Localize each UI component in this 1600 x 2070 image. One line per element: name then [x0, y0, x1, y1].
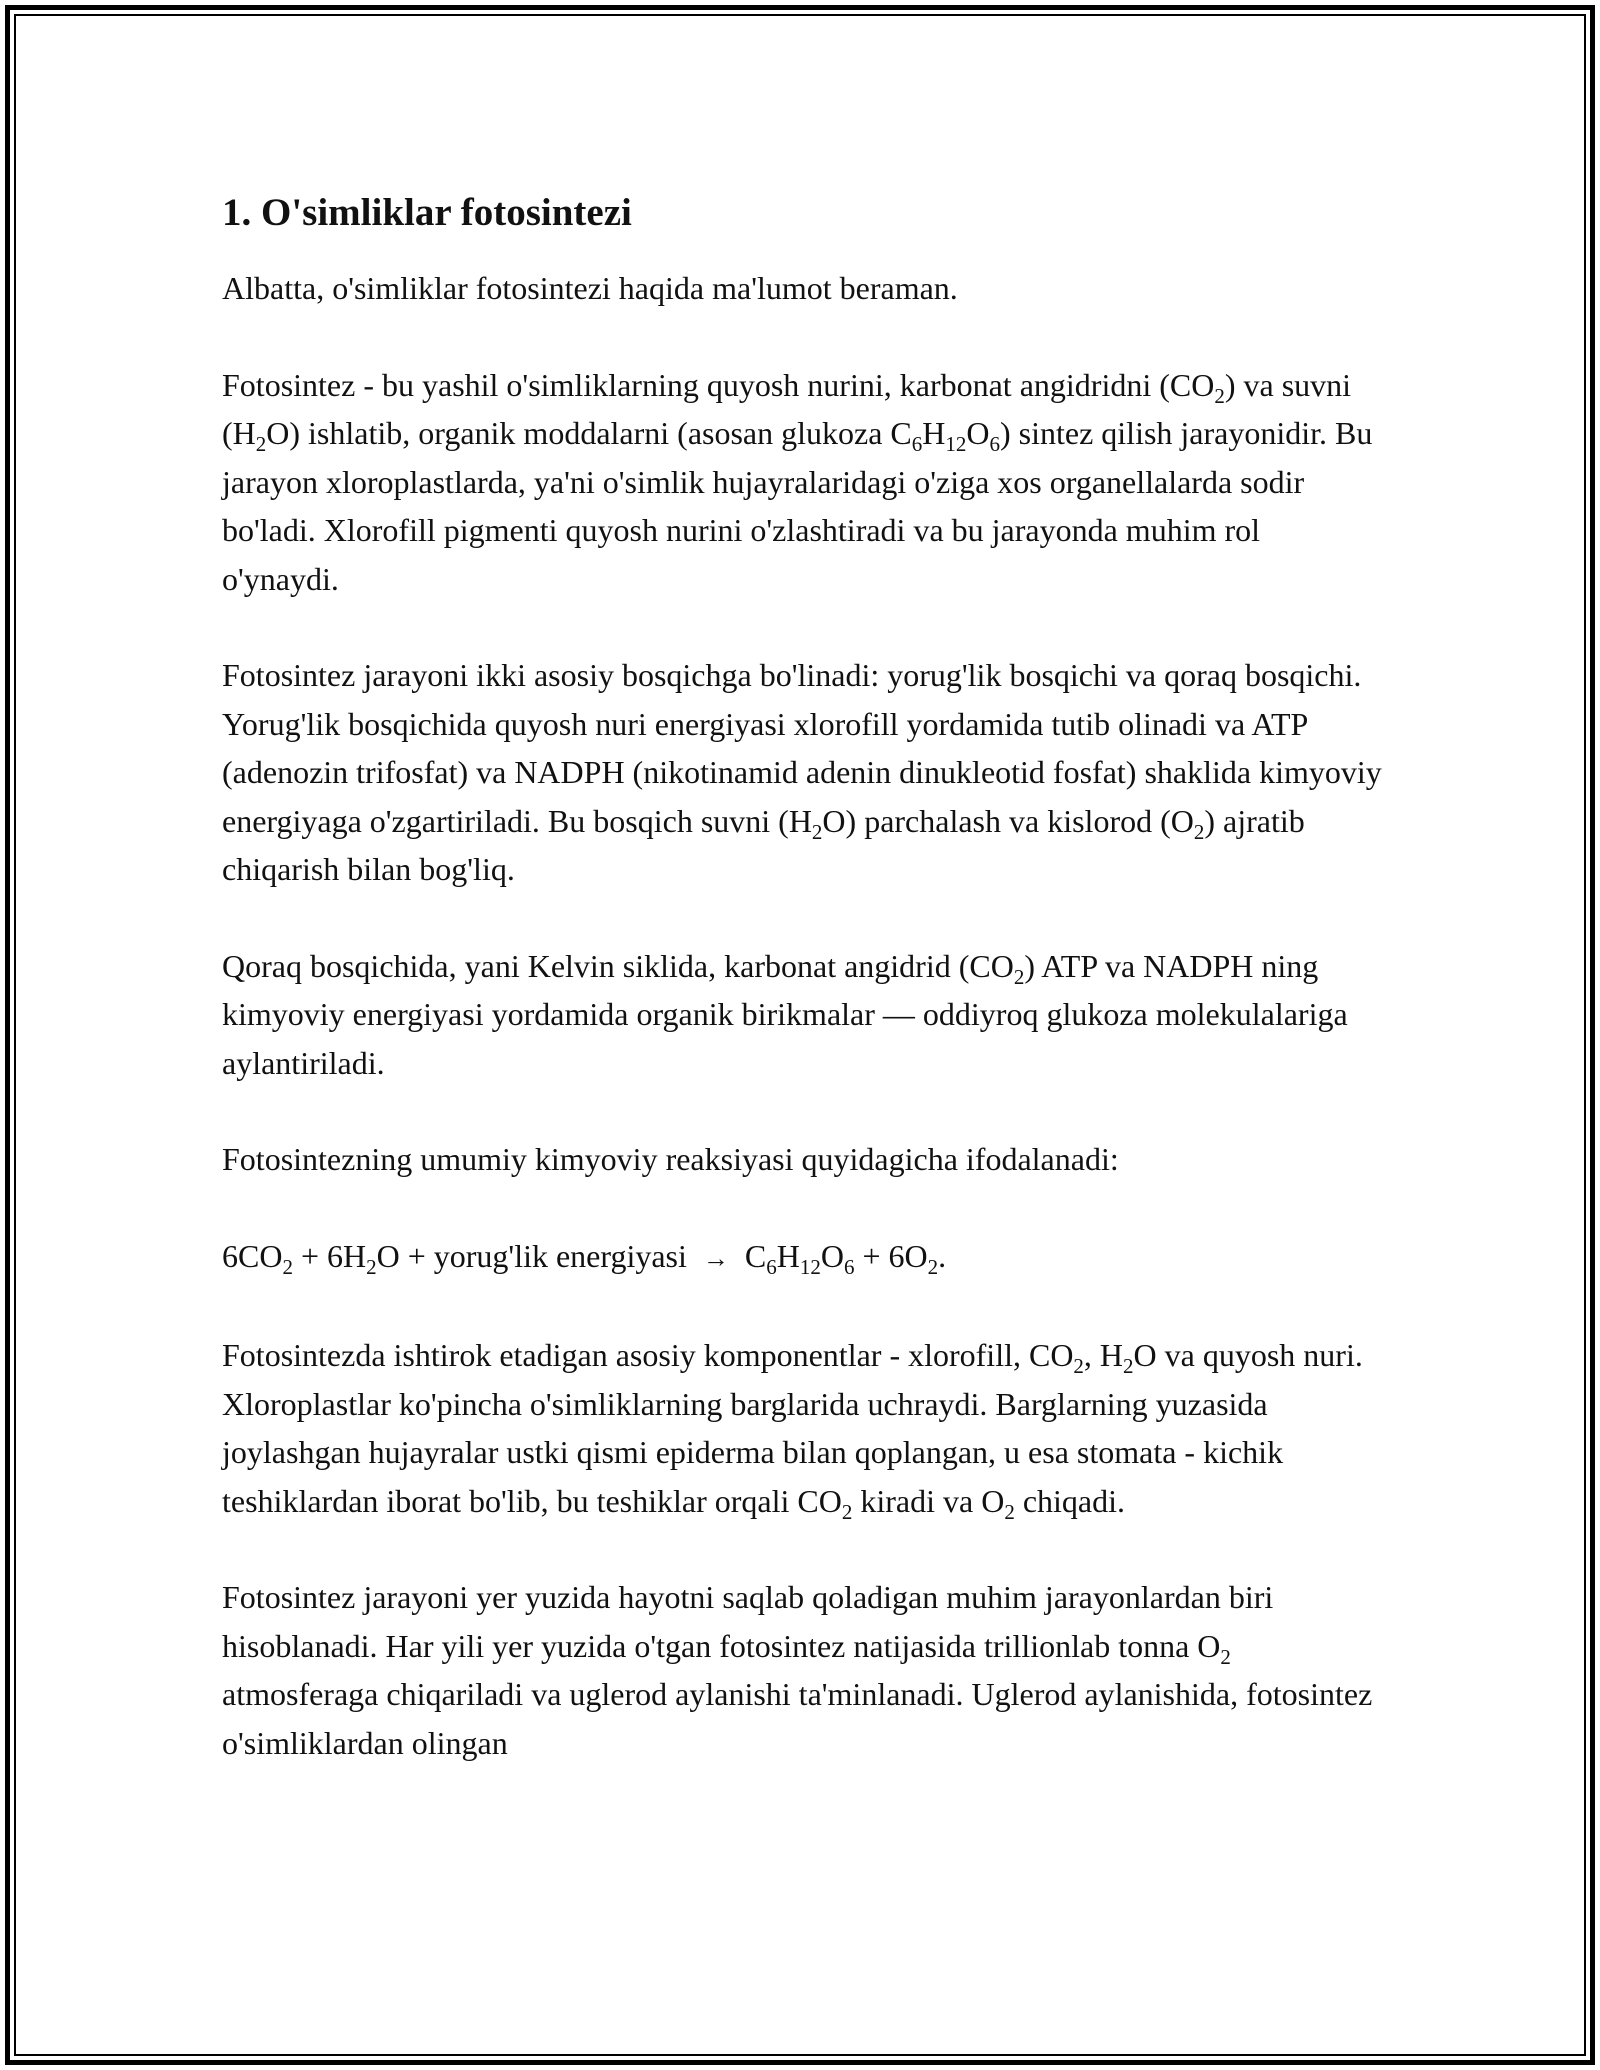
- text-run: O + yorug'lik energiyasi: [376, 1237, 695, 1274]
- subscript: 6: [911, 432, 923, 456]
- text-run: + 6H: [292, 1237, 367, 1274]
- text-run: ) va suvni (H: [222, 366, 1352, 451]
- subscript: 2: [282, 1254, 293, 1279]
- text-run: ) ajratib chiqarish bilan bog'liq.: [222, 802, 1305, 887]
- text-run: Fotosintez jarayoni yer yuzida hayotni saqlab qoladigan muhim jarayonlardan biri hisoblanadi. Har yili yer yuzida o'tgan fotosintez natijasida trillionlab tonna O: [222, 1579, 1274, 1664]
- intro-paragraph: Albatta, o'simliklar fotosintezi haqida ma'lumot beraman.: [222, 270, 958, 306]
- text-run: Fotosintez jarayoni ikki asosiy bosqichga bo'linadi: yorug'lik bosqichi va qoraq bosqichi. Yorug'lik bosqichida quyosh nuri energiyasi xlorofill yordamida tutib olinadi va ATP (adenozin trifosfat) va NADPH (nikotinamid adenin dinukleotid fosfat) shaklida kimyoviy energiyaga o'zgartiriladi. Bu bosqich suvni (H: [222, 657, 1382, 839]
- subscript: 2: [1004, 1499, 1015, 1524]
- subscript: 12: [799, 1254, 821, 1279]
- text-run: O: [966, 415, 990, 451]
- text-run: H: [776, 1237, 800, 1274]
- text-run: O: [820, 1237, 844, 1274]
- document-title: 1. O'simliklar fotosintezi: [222, 191, 632, 234]
- subscript: 2: [927, 1254, 939, 1279]
- subscript: 2: [255, 432, 267, 456]
- paragraph-dark-stage: [222, 942, 1382, 1088]
- text-run: Fotosintez - bu yashil o'simliklarning quyosh nurini, karbonat angidridni (CO: [222, 366, 1215, 403]
- text-run: H: [922, 415, 946, 451]
- reaction-arrow-icon: →: [702, 1243, 729, 1273]
- subscript: 2: [1123, 1354, 1134, 1378]
- document-body: [222, 182, 1382, 1815]
- text-run: ) sintez qilish jarayonidir. Bu jarayon xloroplastlarda, ya'ni o'simlik hujayralaridagi o'ziga xos organellalarda sodir bo'ladi. Xlorofill pigmenti quyosh nurini o'zlashtiradi va bu jarayonda muhim rol o'ynaydi.: [222, 415, 1373, 597]
- subscript: 2: [1013, 964, 1025, 989]
- text-run: chiqadi.: [1014, 1482, 1125, 1519]
- paragraph-stages: [222, 651, 1382, 894]
- subscript: 2: [1220, 1644, 1231, 1669]
- subscript: 2: [841, 1499, 853, 1524]
- text-run: + 6O: [854, 1237, 928, 1274]
- text-run: O va quyosh nuri. Xloroplastlar ko'pincha o'simliklarning barglarida uchraydi. Barglarning yuzasida joylashgan hujayralar ustki qismi epiderma bilan qoplangan, u esa stomata - kichik teshiklardan iborat bo'lib, bu teshiklar orqali CO: [222, 1337, 1363, 1519]
- paragraph-reaction-intro: Fotosintezning umumiy kimyoviy reaksiyasi quyidagicha ifodalanadi:: [222, 1141, 1119, 1177]
- text-run: atmosferaga chiqariladi va uglerod aylanishi ta'minlanadi. Uglerod aylanishida, fotosintez o'simliklardan olingan: [222, 1676, 1373, 1761]
- subscript: 6: [989, 432, 1000, 456]
- text-run: Fotosintezda ishtirok etadigan asosiy komponentlar - xlorofill, CO: [222, 1337, 1074, 1373]
- text-run: 6CO: [222, 1237, 283, 1274]
- text-run: kiradi va O: [852, 1482, 1005, 1519]
- subscript: 12: [945, 432, 967, 456]
- text-run: .: [938, 1237, 947, 1274]
- reaction-equation: [222, 1232, 1382, 1284]
- subscript: 2: [366, 1254, 377, 1279]
- text-run: , H: [1083, 1337, 1124, 1373]
- paragraph-components: [222, 1331, 1382, 1525]
- text-run: O) parchalash va kislorod (O: [822, 802, 1194, 839]
- subscript: 2: [1214, 383, 1225, 408]
- text-run: O) ishlatib, organik moddalarni (asosan glukoza C: [266, 415, 912, 451]
- text-run: Qoraq bosqichida, yani Kelvin siklida, karbonat angidrid (CO: [222, 947, 1014, 984]
- subscript: 2: [811, 819, 823, 844]
- subscript: 6: [843, 1254, 855, 1279]
- text-run: ) ATP va NADPH ning kimyoviy energiyasi yordamida organik birikmalar — oddiyroq glukoza molekulalariga aylantiriladi.: [222, 947, 1348, 1081]
- paragraph-definition: [222, 361, 1382, 604]
- subscript: 2: [1073, 1354, 1084, 1378]
- paragraph-importance: [222, 1573, 1382, 1767]
- subscript: 6: [766, 1254, 777, 1279]
- subscript: 2: [1193, 819, 1205, 844]
- text-run: C: [736, 1237, 767, 1274]
